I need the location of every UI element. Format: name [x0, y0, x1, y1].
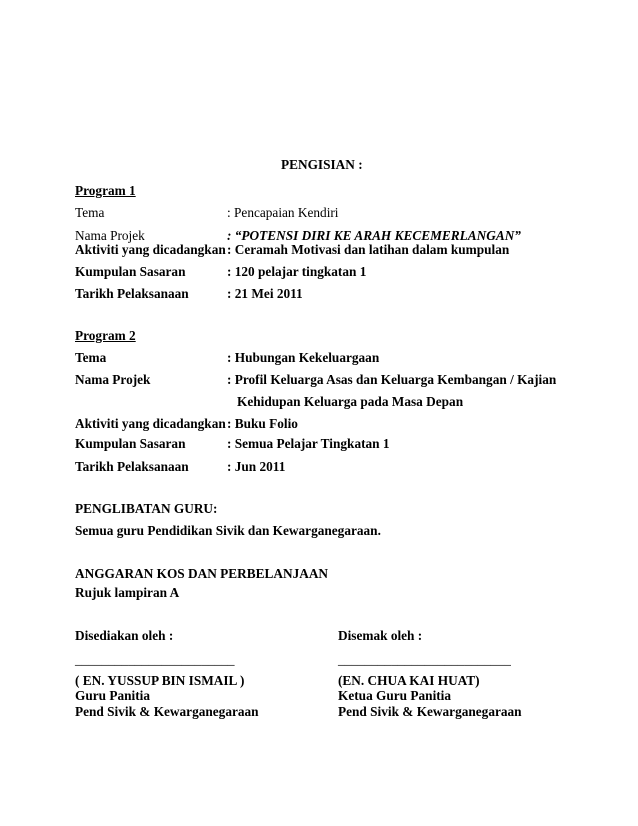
program-1-aktiviti-value: : Ceramah Motivasi dan latihan dalam kumpulan	[227, 242, 510, 257]
preparer-name: ( EN. YUSSUP BIN ISMAIL )	[75, 673, 245, 688]
reviewer-role: Ketua Guru Panitia	[338, 688, 452, 703]
program-1-projek-label: Nama Projek	[75, 228, 145, 243]
reviewer-name: (EN. CHUA KAI HUAT)	[338, 673, 480, 688]
penglibatan-title: PENGLIBATAN GURU:	[75, 501, 218, 516]
program-2-tarikh-value: : Jun 2011	[227, 459, 286, 474]
anggaran-title: ANGGARAN KOS DAN PERBELANJAAN	[75, 566, 329, 581]
program-2-projek-value-continued: Kehidupan Keluarga pada Masa Depan	[237, 394, 464, 409]
program-2-sasaran-value: : Semua Pelajar Tingkatan 1	[227, 436, 390, 451]
program-1-sasaran-value: : 120 pelajar tingkatan 1	[227, 264, 367, 279]
program-2-tarikh-label: Tarikh Pelaksanaan	[75, 459, 189, 474]
program-2-title: Program 2	[75, 328, 136, 343]
program-1-tema-label: Tema	[75, 205, 105, 220]
program-1-sasaran-label: Kumpulan Sasaran	[75, 264, 186, 279]
reviewer-department: Pend Sivik & Kewarganegaraan	[338, 704, 522, 719]
program-2-aktiviti-value: : Buku Folio	[227, 416, 298, 431]
program-2-aktiviti-label: Aktiviti yang dicadangkan	[75, 416, 226, 431]
signature-line-right: __________________________	[338, 652, 511, 667]
disemak-label: Disemak oleh :	[338, 628, 423, 643]
signature-line-left: ________________________	[75, 652, 235, 667]
program-1-tarikh-value: : 21 Mei 2011	[227, 286, 303, 301]
program-1-aktiviti-label: Aktiviti yang dicadangkan	[75, 242, 226, 257]
program-1-tarikh-label: Tarikh Pelaksanaan	[75, 286, 189, 301]
disediakan-label: Disediakan oleh :	[75, 628, 174, 643]
program-2-projek-value: : Profil Keluarga Asas dan Keluarga Kembangan / Kajian	[227, 372, 557, 387]
preparer-role: Guru Panitia	[75, 688, 150, 703]
program-2-sasaran-label: Kumpulan Sasaran	[75, 436, 186, 451]
program-1-title: Program 1	[75, 183, 136, 198]
program-2-tema-value: : Hubungan Kekeluargaan	[227, 350, 380, 365]
preparer-department: Pend Sivik & Kewarganegaraan	[75, 704, 259, 719]
program-1-tema-value: : Pencapaian Kendiri	[227, 205, 339, 220]
page-heading: PENGISIAN :	[281, 157, 363, 172]
program-2-tema-label: Tema	[75, 350, 107, 365]
program-1-projek-value: : “POTENSI DIRI KE ARAH KECEMERLANGAN”	[227, 228, 521, 243]
program-2-projek-label: Nama Projek	[75, 372, 151, 387]
anggaran-text: Rujuk lampiran A	[75, 585, 180, 600]
penglibatan-text: Semua guru Pendidikan Sivik dan Kewarganegaraan.	[75, 523, 381, 538]
